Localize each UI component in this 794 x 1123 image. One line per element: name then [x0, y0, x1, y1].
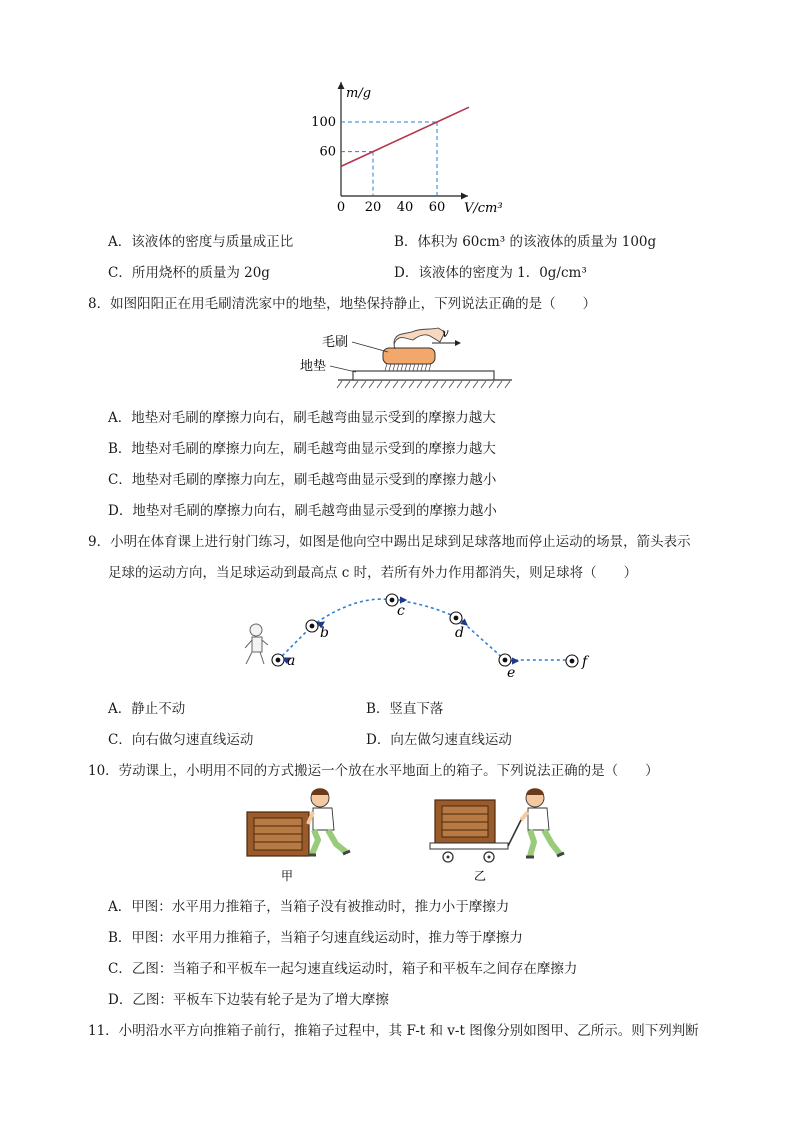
x-tick-label: 20 [364, 200, 382, 215]
velocity-label: v [442, 326, 449, 340]
point-label-d: d [455, 625, 464, 641]
hand-icon [394, 328, 445, 349]
football-a [272, 654, 284, 666]
q10-stem: 10．劳动课上，小明用不同的方式搬运一个放在水平地面上的箱子。下列说法正确的是（ ） [88, 763, 659, 779]
q9-option-b: B．竖直下落 [366, 701, 444, 717]
point-label-a: a [287, 653, 296, 669]
q10-option-d: D．乙图：平板车下边装有轮子是为了增大摩擦 [108, 992, 389, 1008]
q8-stem: 8．如图阳阳正在用毛刷清洗家中的地垫，地垫保持静止，下列说法正确的是（ ） [88, 296, 597, 312]
q10-option-b: B．甲图：水平用力推箱子，当箱子匀速直线运动时，推力等于摩擦力 [108, 930, 523, 946]
y-tick-label: 100 [311, 115, 336, 130]
brush-label: 毛刷 [322, 335, 349, 350]
boy-pulling-right [521, 788, 564, 857]
mass-volume-graph [311, 78, 540, 218]
point-label-e: e [507, 665, 516, 681]
q9-option-d: D．向左做匀速直线运动 [366, 732, 512, 748]
q10-option-a: A．甲图：水平用力推箱子，当箱子没有被推动时，推力小于摩擦力 [108, 899, 510, 915]
football-f [566, 655, 578, 667]
player-icon [245, 624, 268, 664]
figure-label-yi: 乙 [474, 869, 487, 883]
q9-option-c: C．向右做匀速直线运动 [108, 732, 254, 748]
q7-option-d: D．该液体的密度为 1．0g/cm³ [394, 265, 587, 281]
x-tick-label: 60 [428, 200, 446, 215]
y-axis-label: m/g [346, 86, 372, 101]
football-d [450, 612, 462, 624]
x-tick-label: 40 [396, 200, 414, 215]
figure-label-jia: 甲 [281, 869, 294, 883]
q9-option-a: A．静止不动 [108, 701, 186, 717]
mat [353, 371, 494, 380]
q9-stem-line2: 足球的运动方向，当足球运动到最高点 c 时，若所有外力作用都消失，则足球将（ ） [108, 565, 638, 581]
y-tick-label: 60 [319, 144, 336, 160]
brush-mat-figure [296, 322, 518, 394]
point-label-b: b [320, 625, 329, 641]
q11-stem: 11．小明沿水平方向推箱子前行，推箱子过程中，其 F-t 和 v-t 图像分别如图甲、乙所示。则下列判断 [88, 1023, 699, 1039]
q8-option-b: B．地垫对毛刷的摩擦力向左，刷毛越弯曲显示受到的摩擦力越大 [108, 441, 496, 457]
x-axis-label: V/cm³ [464, 201, 503, 216]
q9-stem-line1: 9．小明在体育课上进行射门练习，如图是他向空中踢出足球到足球落地而停止运动的场景，箭头表示 [88, 534, 691, 550]
brush [383, 348, 435, 364]
data-line [341, 107, 469, 166]
q8-option-a: A．地垫对毛刷的摩擦力向右，刷毛越弯曲显示受到的摩擦力越大 [108, 410, 496, 426]
mat-label: 地垫 [300, 359, 327, 374]
football-trajectory-figure [236, 588, 596, 682]
q10-option-c: C．乙图：当箱子和平板车一起匀速直线运动时，箱子和平板车之间存在摩擦力 [108, 961, 578, 977]
pushing-box-figure [240, 785, 570, 885]
point-label-c: c [397, 603, 405, 619]
boy-pushing-left [308, 788, 350, 855]
q7-option-c: C．所用烧杯的质量为 20g [108, 265, 270, 281]
x-tick-label: 0 [336, 200, 346, 215]
q8-option-d: D．地垫对毛刷的摩擦力向右，刷毛越弯曲显示受到的摩擦力越小 [108, 503, 497, 519]
q7-option-a: A．该液体的密度与质量成正比 [108, 234, 294, 250]
cart-with-box [430, 800, 522, 862]
q7-option-b: B．体积为 60cm³ 的该液体的质量为 100g [394, 234, 657, 250]
point-label-f: f [582, 654, 588, 670]
football-b [306, 620, 318, 632]
q8-option-c: C．地垫对毛刷的摩擦力向左，刷毛越弯曲显示受到的摩擦力越小 [108, 472, 497, 488]
wooden-box-left [247, 812, 309, 856]
